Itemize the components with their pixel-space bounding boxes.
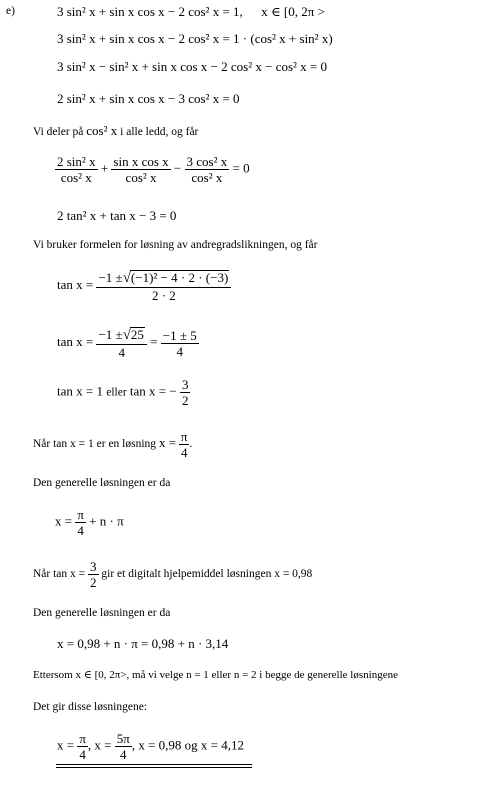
fraction-2-numerator: sin x cos x xyxy=(113,154,169,169)
general-solution-1 xyxy=(55,508,124,537)
gives-text: Det gir disse løsningene: xyxy=(33,701,148,713)
root-b-denominator: 2 xyxy=(181,393,189,408)
equation-1-domain: x ∈ [0, 2π > xyxy=(261,4,325,19)
final-fraction-1-numerator: π xyxy=(79,731,86,746)
divide-text-a: Vi deler på xyxy=(33,126,84,138)
equation-line-1 xyxy=(57,5,325,18)
fraction-equation: $\frac{\text{2 sin² x}}{\text{cos² x}}$ + $\frac{\text{sin x cos x}}{\text{cos² x}}$ − $\frac{\text{3 cos² x}}{\text{cos² x}}$ = 0 xyxy=(57,154,250,185)
quadratic-formula xyxy=(57,270,231,302)
when-tan-one-text: Når tan x = 1 er en løsning xyxy=(33,438,157,451)
general-solution-2: x = 0,98 + n · π = 0,98 + n · 3,14 xyxy=(57,636,229,651)
general-1-denominator: 4 xyxy=(77,523,84,538)
equation-line-3: 3 sin² x − sin² x + sin x cos x − 2 cos² x − cos² x = 0 xyxy=(57,59,327,74)
simplified-numerator-2: −1 ± 5 xyxy=(162,327,197,343)
fraction-equation-rhs: = 0 xyxy=(232,160,250,176)
fraction-1-numerator: 2 sin² x xyxy=(57,154,96,169)
final-x1-lhs: x = xyxy=(57,737,75,753)
quadratic-denominator: 2 · 2 xyxy=(151,288,176,303)
when-tan-one-denominator: 4 xyxy=(180,445,188,460)
general-solution-heading-2: Den generelle løsningen er da xyxy=(33,607,171,619)
quadratic-lhs: tan x = xyxy=(57,276,94,292)
simplified-equation xyxy=(57,327,199,359)
quadratic-radicand: (−1)² − 4 · 2 · (−3) xyxy=(130,270,229,285)
general-solution-heading-1: Den generelle løsningen er da xyxy=(33,477,171,489)
when-tan-three-halves-line xyxy=(33,560,312,589)
when-tan-one-numerator: π xyxy=(180,429,188,444)
general-1-lhs: x = xyxy=(55,513,73,529)
root-b-prefix: tan x = − xyxy=(129,383,177,399)
when-tan-one-math: x = xyxy=(158,435,177,451)
tan-equation: 2 tan² x + tan x − 3 = 0 xyxy=(57,208,177,223)
when-tan-one-line xyxy=(33,430,192,459)
general-1-numerator: π xyxy=(77,507,84,522)
double-underline-bottom xyxy=(56,767,252,768)
final-fraction-2-numerator: 5π xyxy=(116,731,130,746)
double-underline-top xyxy=(56,764,252,765)
general-1-rest: + n · π xyxy=(89,513,124,529)
part-label: e) xyxy=(6,5,15,17)
when-tan-three-halves-numerator: 3 xyxy=(90,559,97,574)
divide-text-b: i alle ledd, og får xyxy=(120,126,199,138)
divide-math: cos² x xyxy=(86,123,118,138)
root-b-numerator: 3 xyxy=(181,377,189,392)
final-rest: , x = 0,98 og x = 4,12 xyxy=(131,737,245,753)
final-separator: , x = xyxy=(87,737,112,753)
fraction-3-numerator: 3 cos² x xyxy=(186,154,228,169)
simplified-numerator-1: −1 ±√25 xyxy=(96,327,146,345)
simplified-lhs: tan x = xyxy=(57,333,94,349)
equation-line-4: 2 sin² x + sin x cos x − 3 cos² x = 0 xyxy=(57,91,240,106)
simplified-radicand: 25 xyxy=(130,327,144,342)
divide-instruction xyxy=(33,124,198,139)
quadratic-numerator-prefix: −1 ± xyxy=(98,270,123,285)
roots-or: eller xyxy=(106,386,127,399)
when-tan-three-halves-denominator: 2 xyxy=(90,575,97,590)
when-tan-one-period: . xyxy=(189,438,193,451)
fraction-2-denominator: cos² x xyxy=(125,170,157,185)
formula-instruction: Vi bruker formelen for løsning av andregradslikningen, og får xyxy=(33,239,318,251)
fraction-1-denominator: cos² x xyxy=(60,170,92,185)
since-text: Ettersom x ∈ [0, 2π>, må vi velge n = 1 eller n = 2 i begge de generelle løsningene xyxy=(33,669,398,681)
simplified-numerator-1-prefix: −1 ± xyxy=(98,327,123,342)
when-tan-three-halves-rest: gir et digitalt hjelpemiddel løsningen x = 0,98 xyxy=(101,568,313,581)
equation-line-2: 3 sin² x + sin x cos x − 2 cos² x = 1 · (cos² x + sin² x) xyxy=(57,31,333,46)
simplified-equals: = xyxy=(150,333,158,349)
final-fraction-1-denominator: 4 xyxy=(79,747,86,762)
simplified-denominator-1: 4 xyxy=(118,345,125,360)
quadratic-numerator: −1 ±√(−1)² − 4 · 2 · (−3) xyxy=(96,270,231,288)
equation-1-lhs: 3 sin² x + sin x cos x − 2 cos² x = 1, xyxy=(57,4,243,19)
fraction-3-denominator: cos² x xyxy=(191,170,223,185)
root-a: tan x = 1 xyxy=(57,383,103,399)
roots-line xyxy=(57,378,190,407)
simplified-denominator-2: 4 xyxy=(176,343,183,359)
when-tan-three-halves-prefix: Når tan x = xyxy=(33,568,86,581)
final-fraction-2-denominator: 4 xyxy=(120,747,127,762)
final-solutions xyxy=(57,732,244,761)
